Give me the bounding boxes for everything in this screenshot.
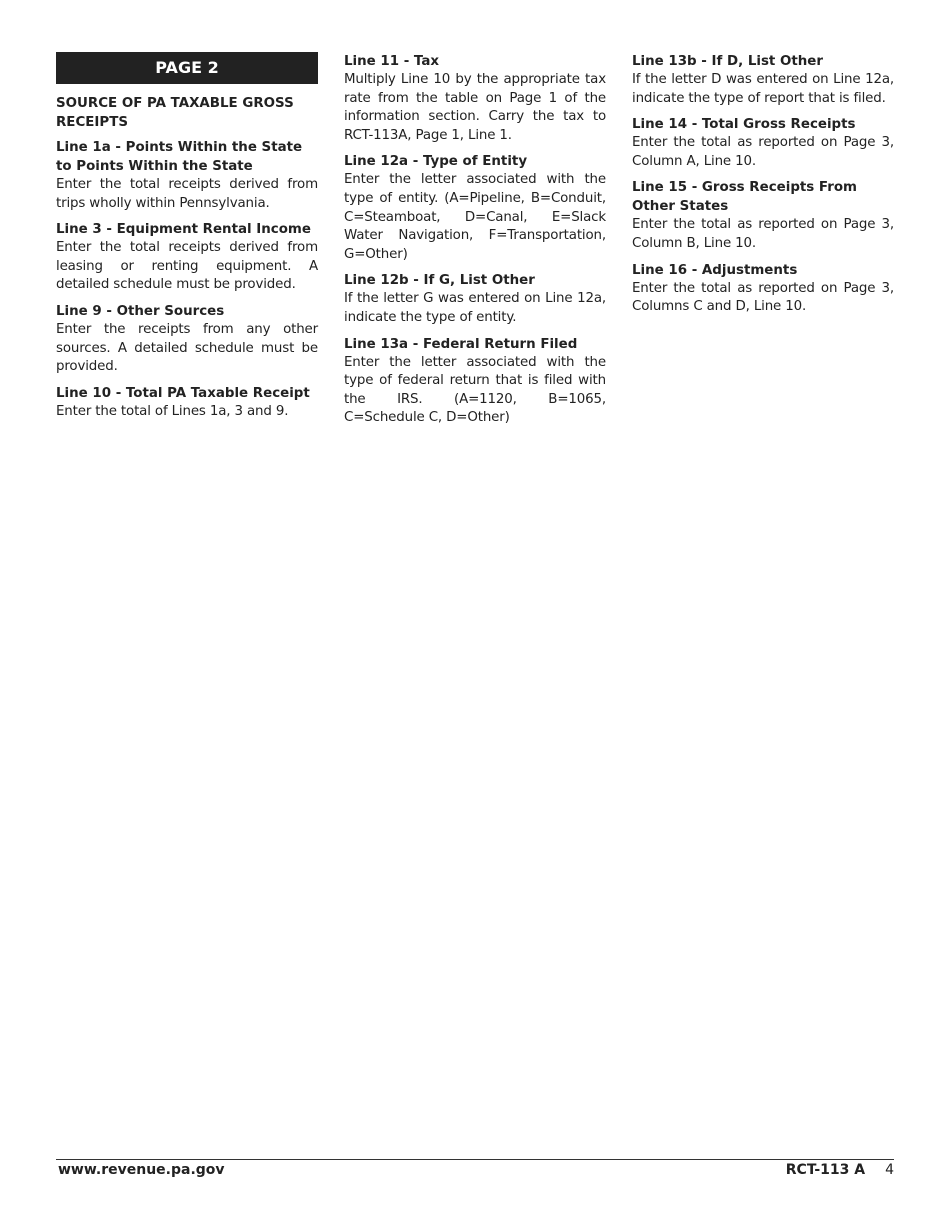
line-instructions: Enter the total receipts derived from leasing or renting equipment. A detailed schedule must be provided.: [56, 240, 318, 293]
line-entry: [56, 302, 318, 377]
column-2: [344, 52, 606, 435]
line-instructions: Enter the total as reported on Page 3, Column A, Line 10.: [632, 135, 894, 169]
line-title: Line 11 - Tax: [344, 54, 439, 69]
line-entry: [344, 335, 606, 428]
footer-divider: [56, 1159, 894, 1160]
line-instructions: Enter the total as reported on Page 3, Column B, Line 10.: [632, 217, 894, 251]
line-title: Line 12a - Type of Entity: [344, 154, 528, 170]
line-entry: [56, 220, 318, 295]
line-title: Line 12b - If G, List Other: [344, 273, 535, 289]
line-instructions: Enter the letter associated with the type of federal return that is filed with the IRS. (A=1120, B=1065, C=Schedule C, D=Other): [344, 354, 606, 426]
line-instructions: Enter the receipts from any other sources. A detailed schedule must be provided.: [56, 321, 318, 375]
line-title: Line 1a - Points Within the State to Points Within the State: [56, 140, 303, 174]
line-title: Line 3 - Equipment Rental Income: [56, 222, 311, 238]
line-instructions: If the letter D was entered on Line 12a, indicate the type of report that is filed.: [632, 72, 894, 106]
form-id: RCT-113 A: [785, 1162, 866, 1178]
line-instructions: Enter the total of Lines 1a, 3 and 9.: [56, 403, 289, 419]
line-entry: [344, 152, 606, 264]
line-title: Line 14 - Total Gross Receipts: [632, 117, 856, 133]
line-title: Line 16 - Adjustments: [632, 262, 798, 278]
footer-website: www.revenue.pa.gov: [58, 1162, 225, 1178]
line-title: Line 9 - Other Sources: [56, 303, 225, 319]
line-title: Line 10 - Total PA Taxable Receipt: [56, 385, 310, 401]
line-instructions: Enter the letter associated with the type of entity. (A=Pipeline, B=Conduit, C=Steamboat, D=Canal, E=Slack Water Navigation, F=Transportation, G=Other): [344, 172, 606, 262]
line-entry: [632, 52, 894, 108]
line-entry: [344, 271, 606, 327]
line-instructions: If the letter G was entered on Line 12a, indicate the type of entity.: [344, 291, 606, 325]
line-instructions: Enter the total as reported on Page 3, Columns C and D, Line 10.: [632, 280, 894, 315]
page-number: 4: [885, 1162, 894, 1178]
column-3: [632, 52, 894, 324]
page-banner: PAGE 2: [56, 52, 318, 84]
column-1: [56, 52, 318, 428]
line-title: Line 13a - Federal Return Filed: [344, 336, 578, 352]
line-instructions: Enter the total receipts derived from trips wholly within Pennsylvania.: [56, 177, 318, 211]
line-entry: [632, 115, 894, 171]
line-instructions: Multiply Line 10 by the appropriate tax rate from the table on Page 1 of the information section. Carry the tax to RCT-113A, Page 1, Line 1.: [344, 72, 606, 143]
line-entry: [56, 384, 318, 422]
line-title: Line 13b - If D, List Other: [632, 54, 823, 69]
section-heading: SOURCE OF PA TAXABLE GROSS RECEIPTS: [56, 96, 294, 130]
line-title: Line 15 - Gross Receipts From Other States: [632, 180, 857, 215]
footer-right: [786, 1162, 894, 1178]
line-entry: [632, 261, 894, 317]
line-entry: [344, 52, 606, 145]
line-entry: [632, 178, 894, 253]
line-entry: [56, 138, 318, 213]
